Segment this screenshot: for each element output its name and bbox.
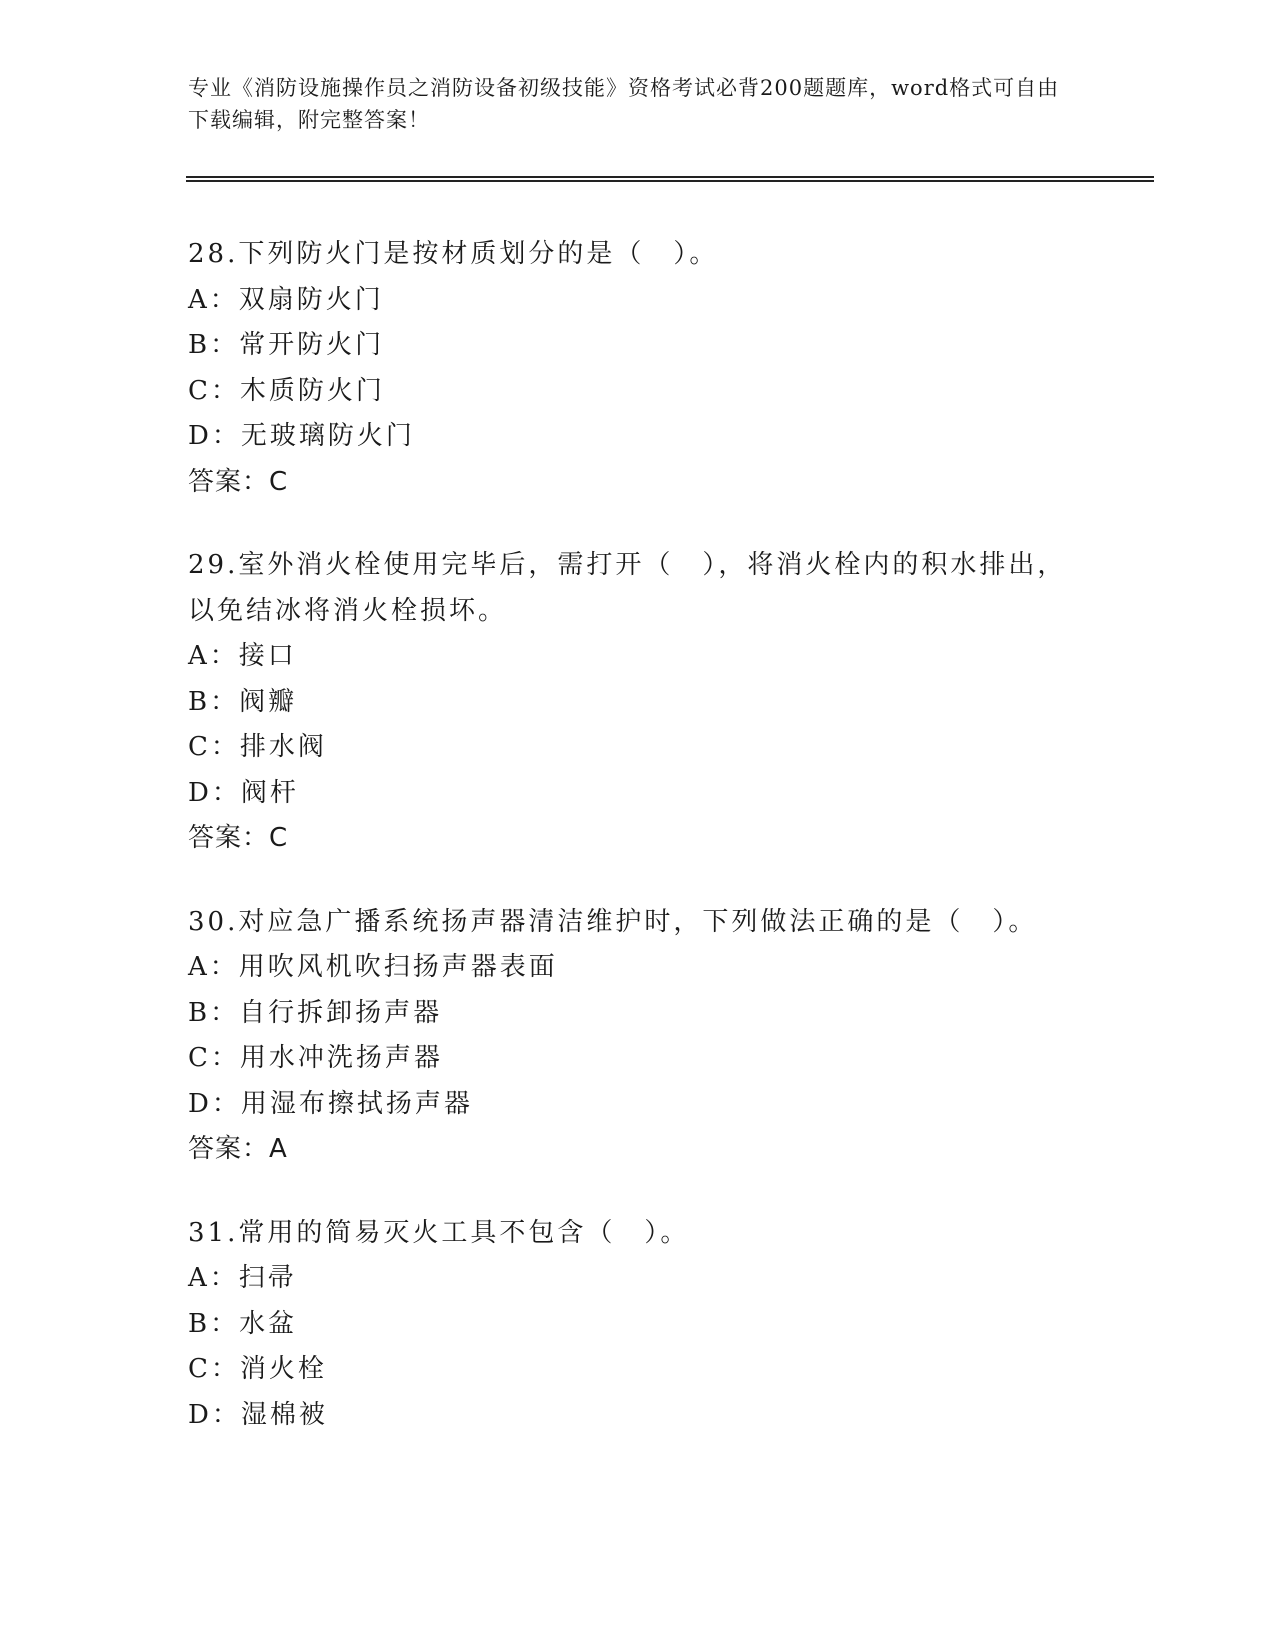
option-c: C：排水阀 — [188, 732, 327, 762]
option-c: C：木质防火门 — [188, 375, 385, 406]
option-a: A：用吹风机吹扫扬声器表面 — [188, 952, 558, 982]
question-30 — [188, 900, 1088, 1173]
document-header: 专业《消防设施操作员之消防设备初级技能》资格考试必背200题题库，word格式可自由下载编辑，附完整答案！ — [188, 76, 1060, 132]
option-d: D：湿棉被 — [188, 1399, 328, 1430]
option-a: A：双扇防火门 — [188, 284, 384, 315]
option-b: B：常开防火门 — [188, 330, 385, 360]
option-b: B：水盆 — [188, 1308, 298, 1339]
option-b: B：自行拆卸扬声器 — [188, 997, 443, 1028]
option-c: C：用水冲洗扬声器 — [188, 1043, 443, 1073]
question-stem: 29.室外消火栓使用完毕后，需打开（ ），将消火栓内的积水排出，以免结冰将消火栓损坏。 — [188, 550, 1067, 626]
question-28 — [188, 232, 1088, 505]
question-31 — [188, 1211, 1088, 1439]
option-b: B：阀瓣 — [188, 686, 298, 717]
question-29 — [188, 543, 1088, 862]
option-d: D：阀杆 — [188, 777, 299, 808]
option-a: A：接口 — [188, 641, 297, 671]
option-d: D：无玻璃防火门 — [188, 421, 415, 451]
question-stem: 30.对应急广播系统扬声器清洁维护时，下列做法正确的是（ ）。 — [188, 906, 1038, 937]
answer: 答案：A — [188, 1134, 288, 1164]
option-d: D：用湿布擦拭扬声器 — [188, 1088, 473, 1119]
option-a: A：扫帚 — [188, 1263, 297, 1293]
question-stem: 28.下列防火门是按材质划分的是（ ）。 — [188, 239, 719, 269]
question-stem: 31.常用的简易灭火工具不包含（ ）。 — [188, 1217, 690, 1248]
answer: 答案：C — [188, 823, 289, 853]
answer: 答案：C — [188, 466, 289, 497]
header-divider — [186, 176, 1154, 182]
question-list — [188, 232, 1088, 1476]
option-c: C：消火栓 — [188, 1354, 327, 1384]
